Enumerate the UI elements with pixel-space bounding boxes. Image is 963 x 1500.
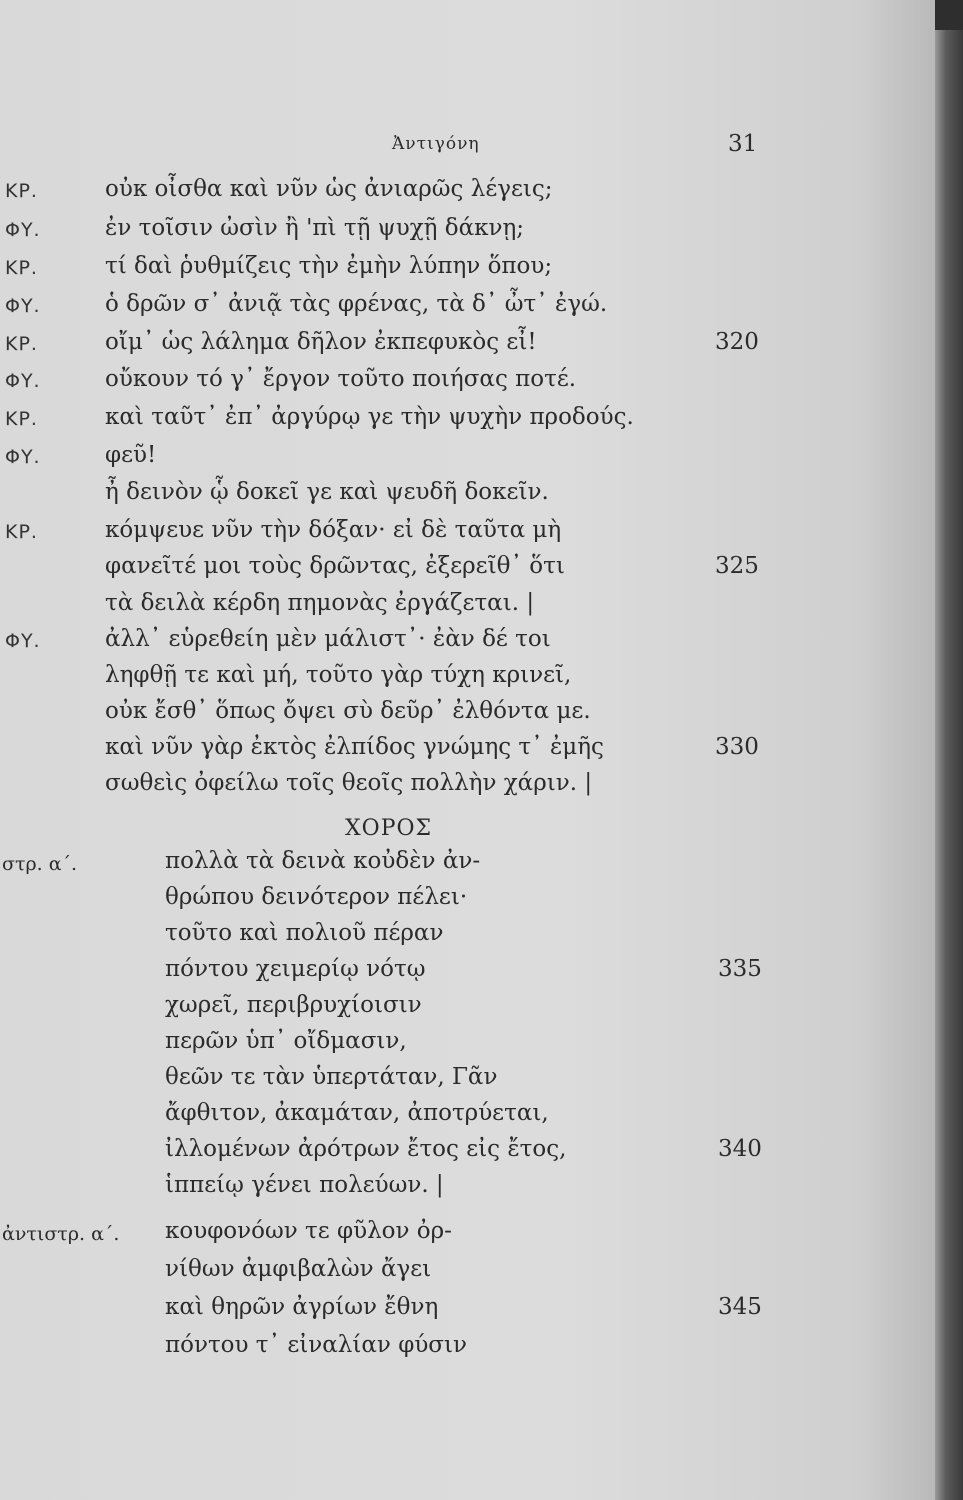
- speaker-label: ΚΡ.: [5, 521, 38, 543]
- verse-line: πόντου τ᾽ εἰναλίαν φύσιν: [165, 1332, 467, 1358]
- verse-line: οἴμ᾽ ὡς λάλημα δῆλον ἐκπεφυκὸς εἶ!: [105, 329, 537, 355]
- verse-line: φεῦ!: [105, 442, 157, 468]
- line-number: 340: [718, 1136, 762, 1162]
- strophe-label: στρ. α΄.: [2, 853, 78, 875]
- speaker-label: ΚΡ.: [5, 333, 38, 355]
- verse-line: χωρεῖ, περιβρυχίοισιν: [165, 992, 422, 1018]
- verse-line: ἱππείῳ γένει πολεύων. |: [165, 1172, 444, 1198]
- verse-line: οὔκουν τό γ᾽ ἔργον τοῦτο ποιήσας ποτέ.: [105, 366, 577, 392]
- speaker-label: ΚΡ.: [5, 257, 38, 279]
- line-number: 345: [718, 1294, 762, 1320]
- verse-line: περῶν ὑπ᾽ οἴδμασιν,: [165, 1028, 407, 1054]
- verse-line: τί δαὶ ῥυθμίζεις τὴν ἐμὴν λύπην ὅπου;: [105, 253, 553, 279]
- verse-line: ἦ δεινὸν ᾧ δοκεῖ γε καὶ ψευδῆ δοκεῖν.: [105, 479, 549, 505]
- page-number: 31: [728, 131, 758, 157]
- speaker-label: ΦΥ.: [5, 446, 41, 468]
- verse-line: ἰλλομένων ἀρότρων ἔτος εἰς ἔτος,: [165, 1136, 567, 1162]
- verse-line: θεῶν τε τὰν ὑπερτάταν, Γᾶν: [165, 1064, 498, 1090]
- line-number: 330: [715, 734, 759, 760]
- verse-line: κουφονόων τε φῦλον ὀρ-: [165, 1218, 452, 1244]
- verse-line: ἀλλ᾽ εὑρεθείη μὲν μάλιστ᾽· ἐὰν δέ τοι: [105, 626, 551, 652]
- speaker-label: ΦΥ.: [5, 295, 41, 317]
- speaker-label: ΚΡ.: [5, 180, 38, 202]
- verse-line: πολλὰ τὰ δεινὰ κοὐδὲν ἀν-: [165, 848, 481, 874]
- verse-line: τὰ δειλὰ κέρδη πημονὰς ἐργάζεται. |: [105, 590, 535, 616]
- verse-line: ληφθῇ τε καὶ μή, τοῦτο γὰρ τύχη κρινεῖ,: [105, 662, 572, 688]
- verse-line: ἐν τοῖσιν ὠσὶν ἢ 'πὶ τῇ ψυχῇ δάκνῃ;: [105, 215, 524, 241]
- speaker-label: ΦΥ.: [5, 219, 41, 241]
- line-number: 335: [718, 956, 762, 982]
- speaker-label: ΦΥ.: [5, 370, 41, 392]
- running-title: Ἀντιγόνη: [392, 134, 480, 154]
- verse-line: οὐκ ἔσθ᾽ ὅπως ὄψει σὺ δεῦρ᾽ ἐλθόντα με.: [105, 698, 591, 724]
- chorus-heading: ΧΟΡΟΣ: [345, 816, 433, 841]
- verse-line: τοῦτο καὶ πολιοῦ πέραν: [165, 920, 444, 946]
- verse-line: σωθεὶς ὀφείλω τοῖς θεοῖς πολλὴν χάριν. |: [105, 770, 593, 796]
- verse-line: καὶ θηρῶν ἀγρίων ἔθνη: [165, 1294, 439, 1320]
- verse-line: καὶ ταῦτ᾽ ἐπ᾽ ἀργύρῳ γε τὴν ψυχὴν προδούς.: [105, 404, 634, 430]
- speaker-label: ΚΡ.: [5, 408, 38, 430]
- verse-line: πόντου χειμερίῳ νότῳ: [165, 956, 426, 982]
- antistrophe-label: ἀντιστρ. α΄.: [2, 1223, 120, 1245]
- verse-line: οὐκ οἶσθα καὶ νῦν ὡς ἀνιαρῶς λέγεις;: [105, 176, 553, 202]
- verse-line: νίθων ἀμφιβαλὼν ἄγει: [165, 1256, 432, 1282]
- verse-line: θρώπου δεινότερον πέλει·: [165, 884, 468, 910]
- line-number: 320: [715, 329, 759, 355]
- verse-line: κόμψευε νῦν τὴν δόξαν· εἰ δὲ ταῦτα μὴ: [105, 517, 562, 543]
- verse-line: καὶ νῦν γὰρ ἐκτὸς ἐλπίδος γνώμης τ᾽ ἐμῆς: [105, 734, 604, 760]
- verse-line: ὁ δρῶν σ᾽ ἀνιᾷ τὰς φρένας, τὰ δ᾽ ὦτ᾽ ἐγώ.: [105, 291, 608, 317]
- verse-line: ἄφθιτον, ἀκαμάταν, ἀποτρύεται,: [165, 1100, 549, 1126]
- page-edge-shadow: [935, 30, 963, 1500]
- verse-line: φανεῖτέ μοι τοὺς δρῶντας, ἐξερεῖθ᾽ ὅτι: [105, 553, 565, 579]
- line-number: 325: [715, 553, 759, 579]
- speaker-label: ΦΥ.: [5, 630, 41, 652]
